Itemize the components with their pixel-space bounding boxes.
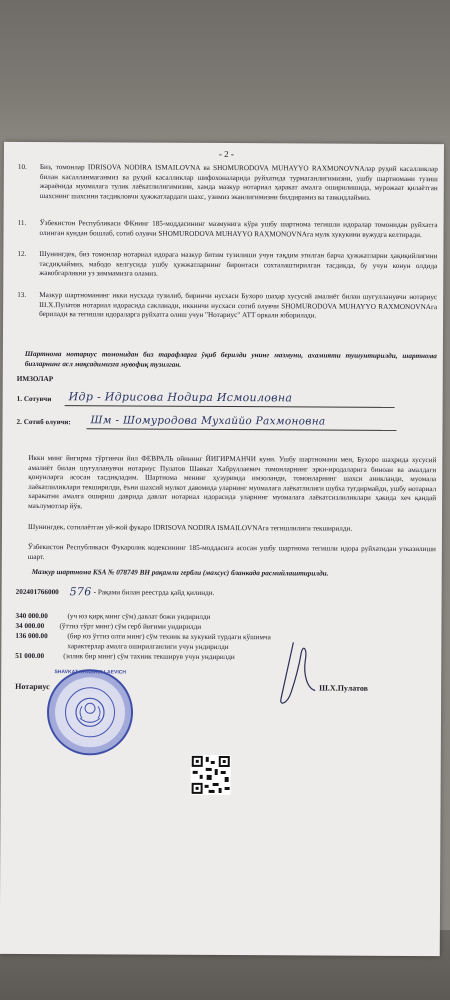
registry-text: - Рақами билан реестрда қайд қилинди. — [93, 588, 215, 597]
buyer-sign-line — [86, 428, 396, 431]
item-number: 12. — [17, 249, 27, 258]
background-top — [0, 0, 450, 150]
fee-description: (ўттиз тўрт минг) сўм герб йиғими ундирилди — [59, 622, 202, 631]
fee-amount: 340 000.00 — [15, 611, 48, 621]
signatures-heading: ИМЗОЛАР — [16, 374, 54, 384]
ownership-check-text: Шунингдек, сотилаётган уй-жой фукаро IDRISOVA NODIRA ISMAILOVNAга тегишлилиги текширилди. — [27, 522, 353, 533]
item-12-text: Шунингдек, биз томонлар нотариал идорага мазкур битим тузилиши учун тақдим этилган барча ҳужжатларни ҳақиқийлигини тасдиқлаймиз, мабодо келгусида ушбу ҳужжатларнинг биронтаси сохталаштирилган тасдикда, бу учун конун олдида жавобгарликни уз зиммамизга оламиз. — [39, 250, 438, 278]
fee-amount: 34 000.00 — [15, 621, 45, 631]
seal-emblem — [65, 687, 115, 737]
seller-sign-line — [65, 405, 395, 408]
confirmation-text: Шартнома нотариус томонидан биз тарафларга ўқиб берилди унинг мазмуни, ахамияти тушунтирилди, шартнома бизларнинг асл мақсадимизга мувофиқ тузилган. — [24, 349, 437, 369]
buyer-label: 2. Сотиб олувчи: — [16, 417, 71, 427]
notary-certification-text: Икки минг йигирма тўртинчи йил ФЕВРАЛЬ ойининг ЙИГИРМАНЧИ куни. Ушбу шартномани мен, Бухоро шаҳрида хусусий амалиёт билан шуғулланувчи нотариус Пулатов Шавкат Хабруллаевич томонларнинг эрки-иродаларига биноан ва амалдаги қонунларга асосан тасдиқладим. Шартнома менинг ҳузуримда имзоланди, томонларнинг шахси аникланди, муомала лаёкатлиликлари текширилди, ёъни шахсий мулкот давомида уларнинг муомалага лаёкатлилиги шубха туғдирмайди, ушбу нотариал харакатни амалга ошириш даврида давлат нотариал идорасида уларнинг муомалага лаёкатсизлиликлари ҳакида хеч қандай маълумотлар йўк. — [28, 453, 437, 511]
registry-number: 202401766000 — [15, 587, 59, 597]
fee-description: (бир юз ўттиз олти минг) сўм техник ва хукукий турдаги кўшимча характерлар амалга оширилганлиги учун ундирилди — [67, 632, 271, 651]
fee-amount: 51 000.00 — [15, 651, 45, 661]
document-page — [0, 142, 444, 956]
item-number: 10. — [17, 162, 27, 171]
notary-handwritten-signature — [263, 640, 323, 710]
seller-handwritten-signature: Идр - Идрисова Нодира Исмоиловна — [68, 390, 293, 405]
blank-number-text: Мазкур шартнома KSA № 078749 ВН рақамли гербли (махсус) бланкада расмийлаштирилди. — [31, 567, 329, 578]
page-number: - 2 - — [218, 148, 234, 160]
notary-name: Ш.Х.Пулатов — [319, 683, 368, 693]
qr-code — [191, 755, 231, 795]
item-number: 13. — [17, 290, 27, 299]
seller-label: 1. Сотувчи — [16, 394, 52, 404]
item-10-text: Биз, томонлар IDRISOVA NODIRA ISMAILOVNA ва SHOMURODOVA MUHAYYO RAXMONOVNAлар руҳий касалликлар билан касалланмаганмиз ва руҳий касалликлар шифохоналарида руйхатида турмаганлигимизни, ушбу шартномани тузиш жараёнида муомалага тулик лаёкатлилигимизни, хамда мазкур нотариал ҳаракат амалга оширилишида, мурожаат қилаётган шахснинг шахсини тасдикловчи ҳужжатлардаги шахс, узимиз эканлигимизни билдирамиз ва тавкидлаймиз. — [39, 163, 438, 202]
item-11-text: Ўзбекистон Республикаси ФКнинг 185-моддасининг мазмунига кўра ушбу шартнома тегишли идоралар томонидан руйхатга олинган кундан бошлаб, сотиб олувчи SHOMURODOVA MUHAYYO RAXMONOVNAга мулк хукукини вужудга келтиради. — [39, 219, 438, 239]
civil-code-text: Ўзбекистон Республикаси Фукаролик кодексининг 185-моддасига асосан ушбу шартнома тегишли идора руйхатидан утказилиши шарт. — [27, 542, 436, 561]
buyer-handwritten-signature: Шм - Шомуродова Мухаййо Рахмоновна — [90, 414, 326, 428]
notary-label: Нотариус — [15, 681, 50, 692]
seal-text: SHAVKAT KHABRULLAEVICH — [54, 669, 126, 676]
registry-handwritten-number: 576 — [69, 585, 92, 599]
fee-description: (эллик бир минг) сўм тахник текширув учун ундирилди — [63, 652, 235, 662]
notary-seal — [47, 669, 133, 755]
fee-amount: 136 000.00 — [15, 631, 48, 641]
item-number: 11. — [17, 218, 27, 227]
fee-description: (уч юз қирқ минг сўм) давлат божи ундирилди — [67, 612, 211, 621]
item-13-text: Мазкур шартноманинг икки нусхада тузилиб, биринчи нусхаси Бухоро шаҳар хусусий амалиёт билан шуғулланувчи нотариус Ш.Х.Пулатов нотариал идорасида сакланади, иккинчи нусхаси сотиб олувчи SHOMURODOVA MUHAYYO RAXMONOVNAга берилади ва тегишли идораларга руйхатга олиш учун "Нотариус" АТТ оркали юборилади. — [39, 291, 438, 320]
